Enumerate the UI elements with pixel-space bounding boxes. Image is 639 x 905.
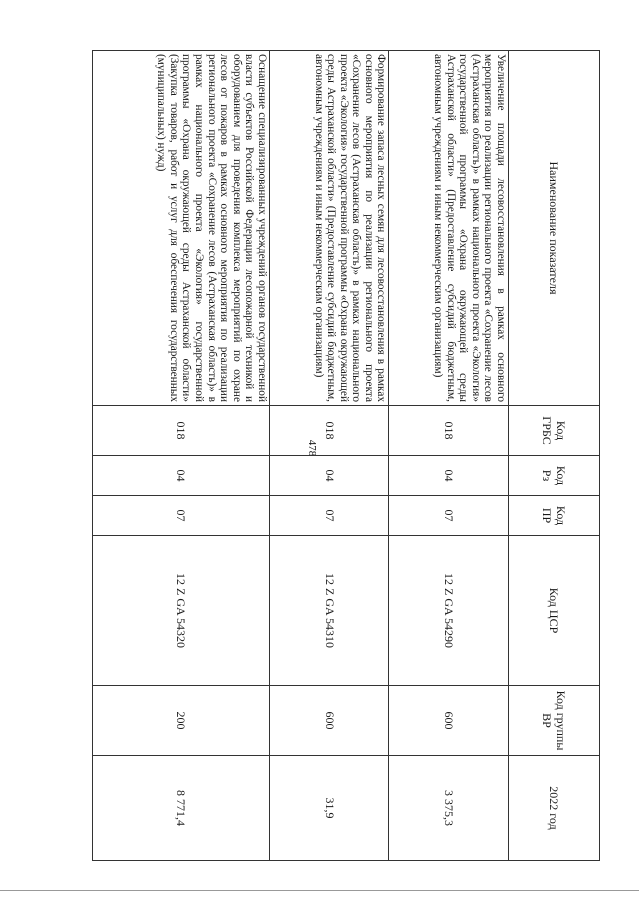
row-grbs: 018 [93,406,270,456]
row-pr: 07 [389,496,509,536]
header-csr: Код ЦСР [509,536,600,686]
budget-table [92,50,600,861]
rotated-table-container [92,50,600,860]
row-value: 8 771,4 [93,756,270,861]
row-name: Формирование запаса лесных семян для лесовосстановления в рамках основного мероприятия по реализации регионального проекта «Сохранение лесов (Астраханская область)» в рамках национального проекта «Экология» государственной программы «Охрана окружающей среды Астраханской области» (Предоставление субсидий бюджетным, автономным учреждениям и иным некоммерческим организациям) [270,51,390,406]
row-rz: 04 [389,456,509,496]
table-header-row [509,51,600,861]
row-csr: 12 Z GA 54310 [270,536,390,686]
row-vr: 200 [93,686,270,756]
row-vr: 600 [389,686,509,756]
row-name: Оснащение специализированных учреждений органов государственной власти субъектов Российской Федерации лесопожарной техникой и оборудованием для проведения комплекса мероприятий по охране лесов от пожаров в рамках основного мероприятия по реализации регионального проекта «Сохранение лесов (Астраханская область)» в рамках национального проекта «Экология» государственной программы «Охрана окружающей среды Астраханской области» (Закупка товаров, работ и услуг для обеспечения государственных (муниципальных) нужд) [93,51,270,406]
header-pr: Код ПР [509,496,600,536]
bottom-divider [0,890,639,891]
table-row [93,51,270,861]
row-value: 31,9 [270,756,390,861]
page-number: 478 [306,439,318,457]
header-name: Наименование показателя [509,51,600,406]
header-year: 2022 год [509,756,600,861]
row-grbs: 018 [270,406,390,456]
table-row [270,51,390,861]
header-vr: Код группы ВР [509,686,600,756]
row-pr: 07 [270,496,390,536]
header-grbs: Код ГРБС [509,406,600,456]
row-name: Увеличение площади лесовосстановления в рамках основного мероприятия по реализации регионального проекта «Сохранение лесов (Астраханская область)» в рамках национального проекта «Экология» государственной программы «Охрана окружающей среды Астраханской области» (Предоставление субсидий бюджетным, автономным учреждениям и иным некоммерческим организациям) [389,51,509,406]
row-vr: 600 [270,686,390,756]
row-rz: 04 [93,456,270,496]
header-rz: Код Рз [509,456,600,496]
row-csr: 12 Z GA 54290 [389,536,509,686]
row-value: 3 375,3 [389,756,509,861]
row-pr: 07 [93,496,270,536]
row-csr: 12 Z GA 54320 [93,536,270,686]
row-grbs: 018 [389,406,509,456]
row-rz: 04 [270,456,390,496]
table-row [389,51,509,861]
